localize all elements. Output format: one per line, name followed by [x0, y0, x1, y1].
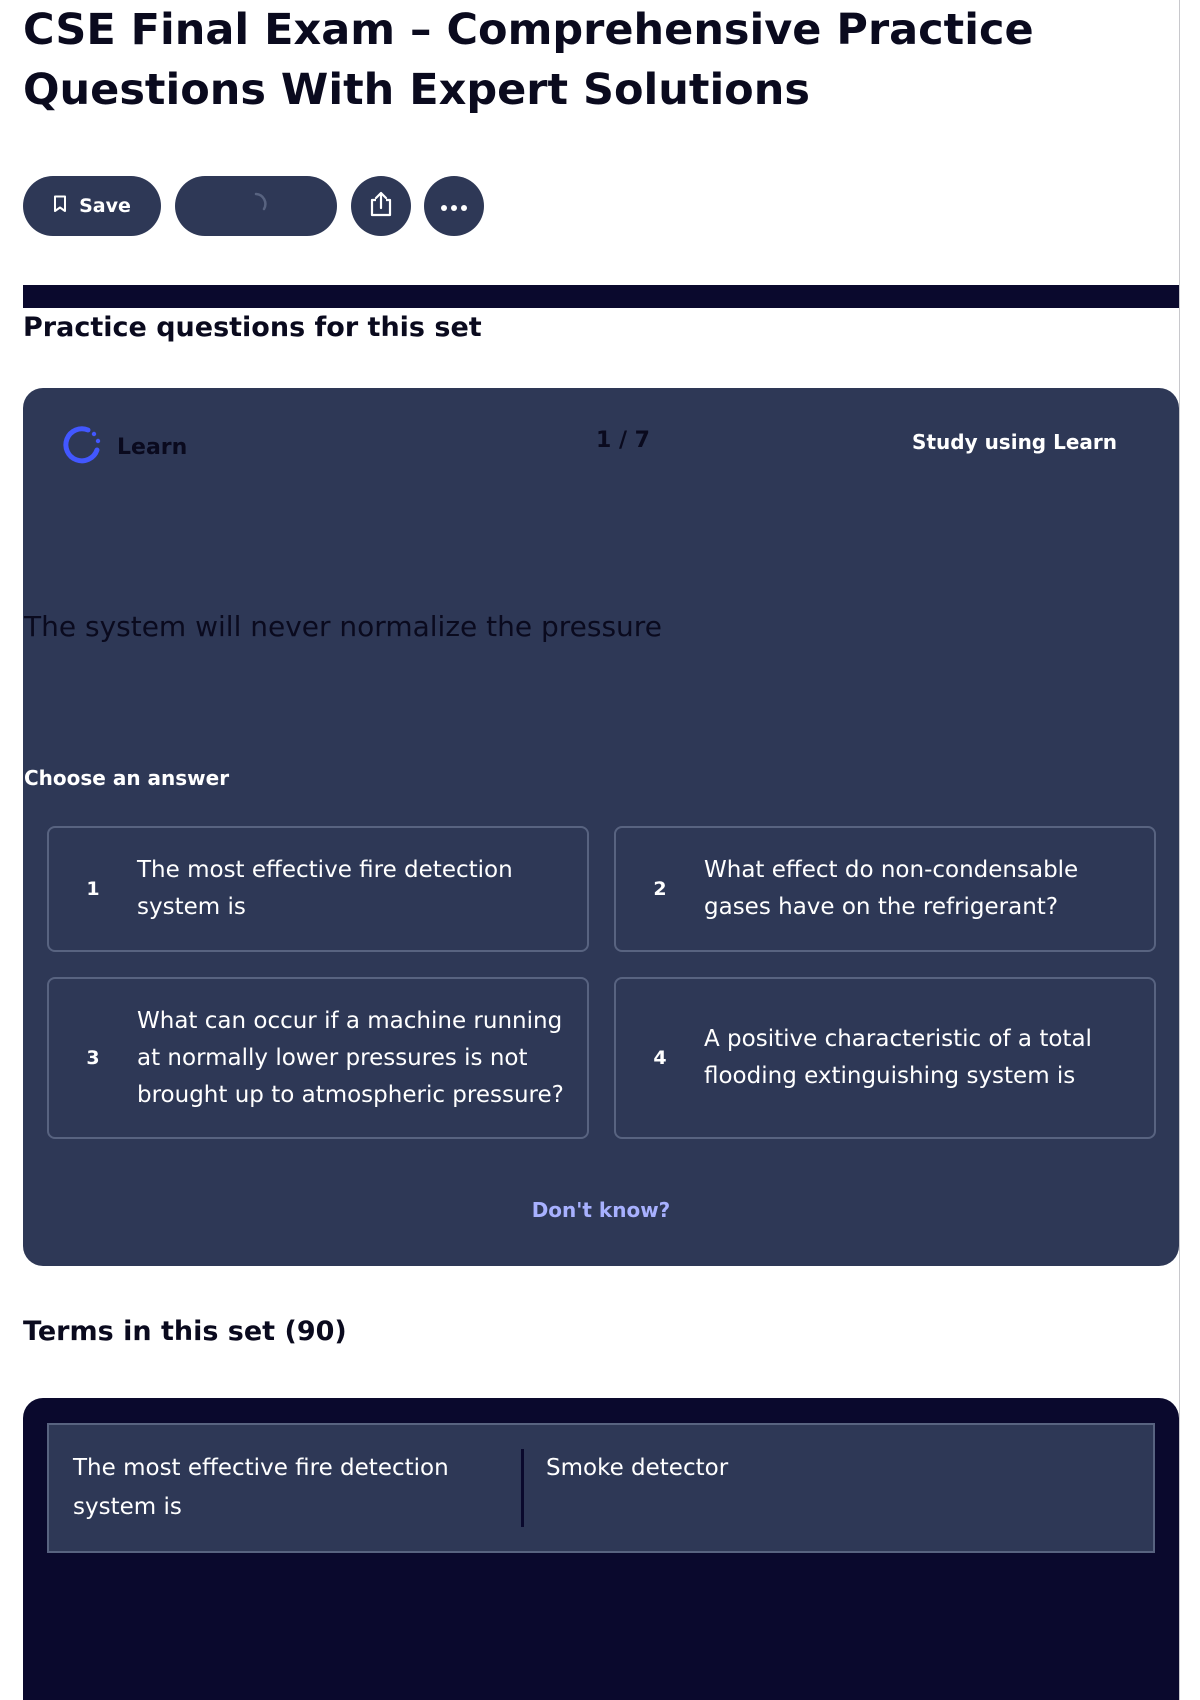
terms-heading: Terms in this set (90) — [23, 1316, 347, 1347]
page-edge-divider — [1179, 0, 1180, 1700]
bookmark-icon — [53, 195, 67, 218]
answer-option-1[interactable] — [47, 826, 589, 952]
option-number: 2 — [653, 878, 667, 900]
dont-know-button[interactable]: Don't know? — [531, 1198, 671, 1222]
option-number: 4 — [653, 1047, 667, 1069]
action-bar — [23, 176, 497, 236]
section-divider-bar — [23, 285, 1179, 308]
study-using-learn-link[interactable]: Study using Learn — [912, 430, 1117, 454]
term-row — [47, 1423, 1155, 1553]
terms-card — [23, 1398, 1179, 1700]
option-text: What can occur if a machine running at normally lower pressures is not brought up to atmospheric pressure? — [137, 1007, 564, 1108]
learn-label: Learn — [117, 434, 188, 460]
spinner-icon — [243, 191, 269, 221]
choose-answer-label: Choose an answer — [24, 766, 230, 790]
option-number: 1 — [86, 878, 100, 900]
share-button[interactable] — [351, 176, 411, 236]
learn-mode-label — [61, 424, 187, 470]
save-button[interactable] — [23, 176, 161, 236]
option-number: 3 — [86, 1047, 100, 1069]
more-icon — [439, 197, 469, 216]
question-prompt: The system will never normalize the pressure — [24, 610, 662, 643]
page-title: CSE Final Exam – Comprehensive Practice Questions With Expert Solutions — [23, 5, 1034, 115]
save-button-label: Save — [79, 195, 131, 217]
practice-heading: Practice questions for this set — [23, 312, 482, 343]
loading-button[interactable] — [175, 176, 337, 236]
answer-option-3[interactable] — [47, 977, 589, 1139]
learn-icon — [61, 424, 103, 470]
answer-option-2[interactable] — [614, 826, 1156, 952]
option-text: What effect do non-condensable gases have on the refrigerant? — [704, 857, 1079, 920]
more-options-button[interactable] — [424, 176, 484, 236]
term-text: The most effective fire detection system is — [73, 1455, 449, 1520]
question-counter: 1 / 7 — [596, 428, 650, 453]
share-icon — [368, 190, 394, 222]
option-text: A positive characteristic of a total flooding extinguishing system is — [704, 1026, 1092, 1089]
option-text: The most effective fire detection system is — [137, 857, 513, 920]
definition-text: Smoke detector — [546, 1455, 729, 1481]
answer-option-4[interactable] — [614, 977, 1156, 1139]
